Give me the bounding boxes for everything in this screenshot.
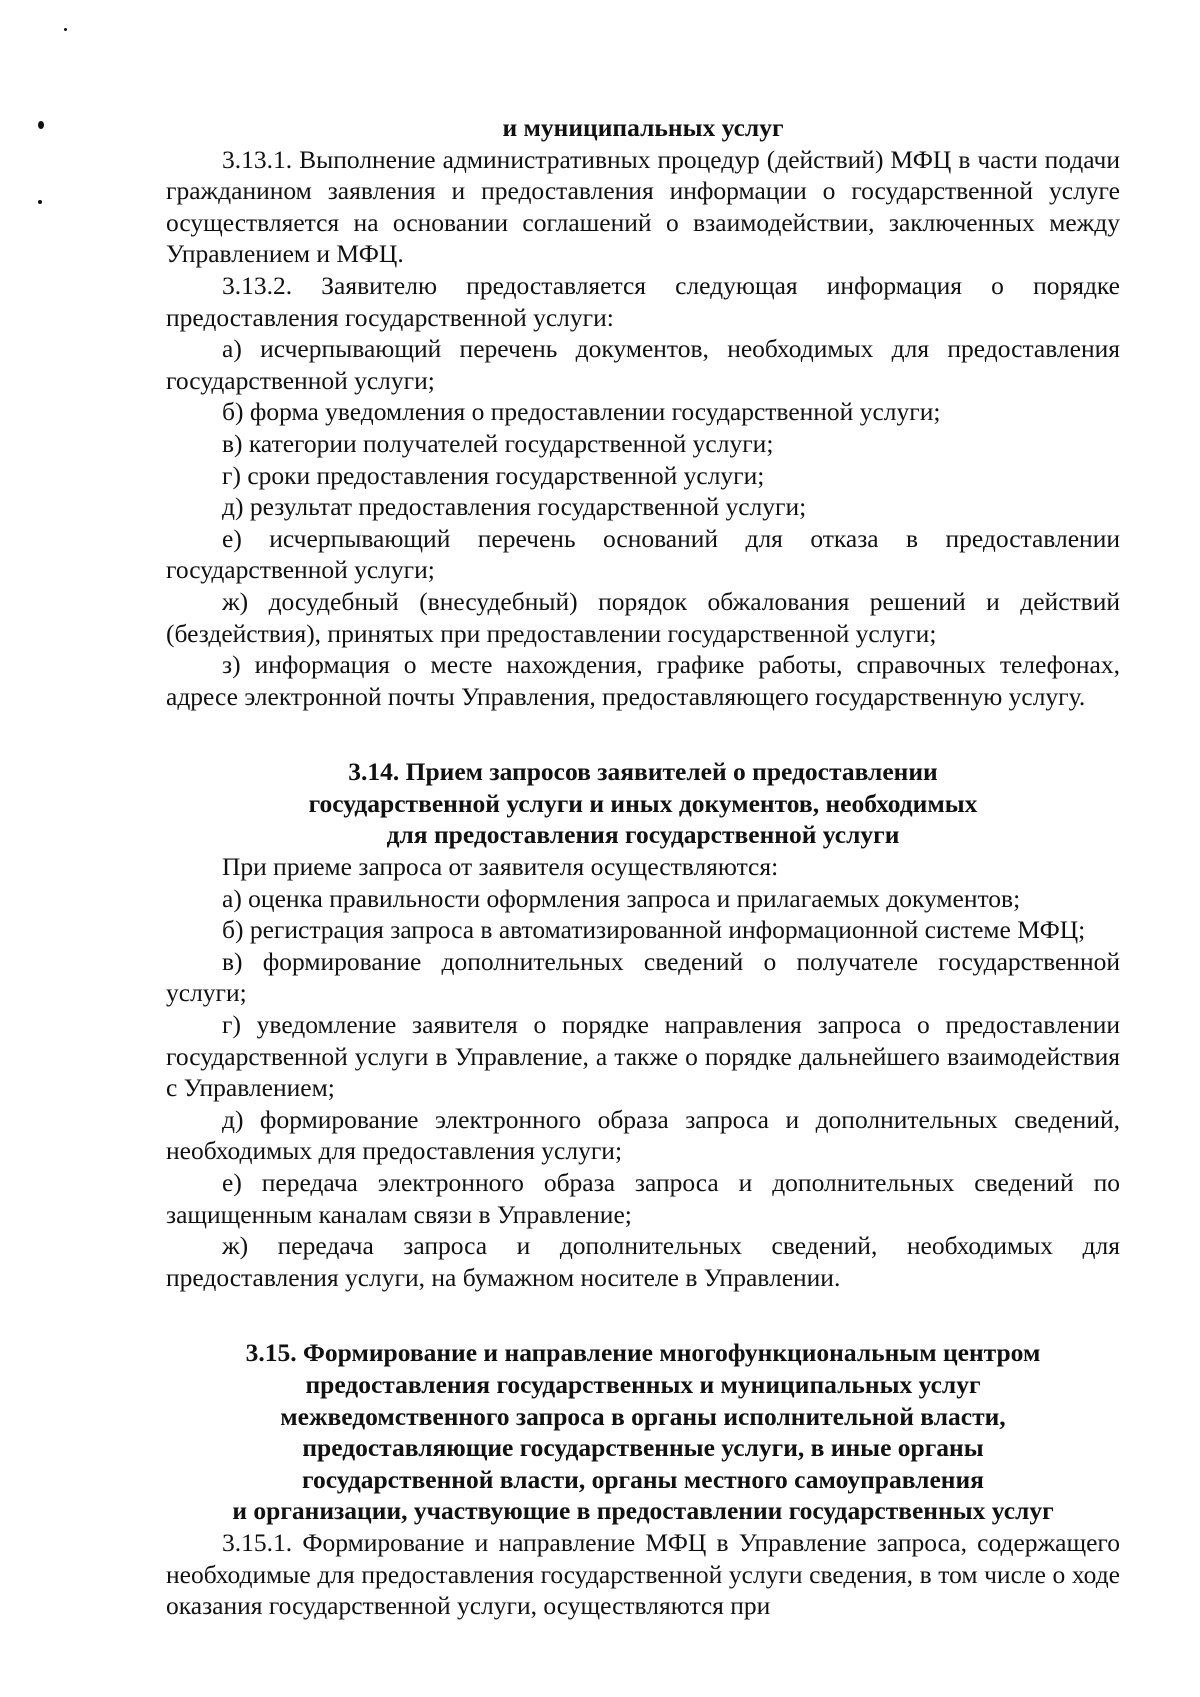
section-heading-3-14 <box>166 756 1120 851</box>
list-item: д) формирование электронного образа запроса и дополнительных сведений, необходимых для предоставления услуги; <box>166 1104 1120 1166</box>
section-3-15-body <box>166 1527 1120 1622</box>
list-item: б) форма уведомления о предоставлении государственной услуги; <box>222 397 941 427</box>
list-item: е) передача электронного образа запроса и дополнительных сведений по защищенным каналам связи в Управление; <box>166 1168 1120 1229</box>
paragraph-3-13-1: 3.13.1. Выполнение административных процедур (действий) МФЦ в части подачи гражданином заявления и предоставления информации о государственной услуге осуществляется на основании соглашений о взаимодействии, заключенных между Управлением и МФЦ. <box>166 144 1120 269</box>
heading-line: предоставления государственных и муниципальных услуг <box>305 1369 981 1399</box>
list-item: д) результат предоставления государственной услуги; <box>222 492 807 522</box>
section-heading-3-15 <box>166 1337 1120 1527</box>
list-item: г) уведомление заявителя о порядке направления запроса о предоставлении государственной услуги в Управление, а также о порядке дальнейшего взаимодействия с Управлением; <box>166 1010 1120 1103</box>
heading-line: межведомственного запроса в органы исполнительной власти, <box>280 1401 1006 1431</box>
heading-line: и организации, участвующие в предоставлении государственных услуг <box>232 1496 1054 1526</box>
heading-line: 3.14. Прием запросов заявителей о предоставлении <box>348 757 938 787</box>
heading-line: для предоставления государственной услуги <box>386 820 900 850</box>
list-item: з) информация о месте нахождения, графике работы, справочных телефонах, адресе электронной почты Управления, предоставляющего государственную услугу. <box>166 650 1120 711</box>
list-item: г) сроки предоставления государственной услуги; <box>222 460 765 490</box>
list-item: ж) досудебный (внесудебный) порядок обжалования решений и действий (бездействия), принятых при предоставлении государственной услуги; <box>166 586 1120 648</box>
heading-line: предоставляющие государственные услуги, в иные органы <box>302 1433 984 1463</box>
paragraph-3-15-1: 3.15.1. Формирование и направление МФЦ в Управление запроса, содержащего необходимые для предоставления государственной услуги сведения, в том числе о ходе оказания государственной услуги, осуществляются при <box>166 1527 1120 1621</box>
paragraph-intro: При приеме запроса от заявителя осуществляются: <box>222 852 779 882</box>
scan-mark <box>64 28 67 31</box>
list-item: в) категории получателей государственной услуги; <box>222 428 774 458</box>
section-3-14-body <box>166 851 1120 1293</box>
list-item: б) регистрация запроса в автоматизированной информационной системе МФЦ; <box>222 915 1086 945</box>
list-item: а) оценка правильности оформления запроса и прилагаемых документов; <box>222 883 1021 913</box>
list-item: ж) передача запроса и дополнительных сведений, необходимых для предоставления услуги, на бумажном носителе в Управлении. <box>166 1231 1120 1292</box>
heading-line: государственной услуги и иных документов, необходимых <box>308 788 978 818</box>
document-page <box>166 112 1120 1622</box>
scan-mark <box>38 200 42 204</box>
section-3-13-body <box>166 144 1120 713</box>
paragraph-3-13-2: 3.13.2. Заявителю предоставляется следующая информация о порядке предоставления государственной услуги: <box>166 270 1120 332</box>
heading-line: 3.15. Формирование и направление многофункциональным центром <box>245 1338 1041 1368</box>
list-item: в) формирование дополнительных сведений о получателе государственной услуги; <box>166 946 1120 1008</box>
heading-line: государственной власти, органы местного самоуправления <box>302 1464 984 1494</box>
section-heading-continuation: и муниципальных услуг <box>502 113 784 142</box>
scan-mark <box>38 121 44 129</box>
list-item: а) исчерпывающий перечень документов, необходимых для предоставления государственной услуги; <box>166 334 1120 395</box>
list-item: е) исчерпывающий перечень оснований для отказа в предоставлении государственной услуги; <box>166 523 1120 585</box>
